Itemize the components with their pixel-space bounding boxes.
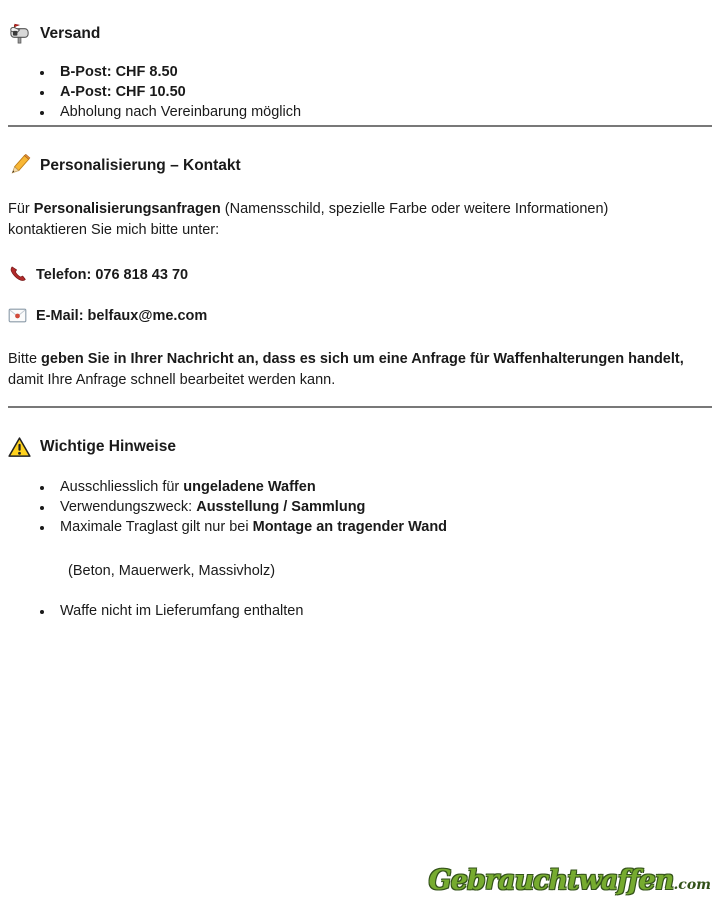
email-icon [8, 306, 27, 325]
email-contact-row [8, 306, 712, 325]
section-divider [8, 406, 712, 408]
list-item: • Maximale Traglast gilt nur bei Montage an tragender Wand [54, 520, 712, 536]
list-item: • B-Post: CHF 8.50 [54, 65, 712, 81]
personalisierung-title: Personalisierung – Kontakt [40, 156, 241, 174]
list-item: • Waffe nicht im Lieferumfang enthalten [54, 604, 712, 620]
phone-label: Telefon: 076 818 43 70 [36, 266, 189, 283]
list-item: • Verwendungszweck: Ausstellung / Sammlung [54, 500, 712, 516]
logo-text: Gebrauchtwaffen [428, 865, 674, 896]
hinweise-title: Wichtige Hinweise [40, 438, 176, 455]
list-item: • A-Post: CHF 10.50 [54, 85, 712, 101]
hinweise-final-bullet-list [8, 604, 712, 620]
email-label: E-Mail: belfaux@me.com [36, 307, 208, 324]
versand-bullet-list [8, 65, 712, 121]
warning-icon [8, 436, 31, 459]
hinweise-bullet-list [8, 480, 712, 536]
logo-suffix: .com [673, 877, 711, 893]
versand-title: Versand [40, 24, 101, 42]
gebrauchtwaffen-logo [429, 867, 711, 894]
hinweise-subnote: (Beton, Mauerwerk, Massivholz) [68, 563, 276, 579]
versand-heading [8, 22, 712, 45]
list-item: • Abholung nach Vereinbarung möglich [54, 105, 712, 121]
personalisierung-heading [8, 154, 712, 177]
hinweise-heading [8, 436, 712, 459]
list-item: • Ausschliesslich für ungeladene Waffen [54, 480, 712, 496]
personalisierung-intro: Für Personalisierungsanfragen (Namensschild, spezielle Farbe oder weitere Informationen) kontaktieren Sie mich bitte unter: [8, 201, 609, 238]
mailbox-icon [8, 22, 31, 45]
phone-contact-row [8, 265, 712, 284]
personalisierung-note: Bitte geben Sie in Ihrer Nachricht an, dass es sich um eine Anfrage für Waffenhalterungen handelt, damit Ihre Anfrage schnell bearbeitet werden kann. [8, 351, 684, 388]
pencil-icon [8, 154, 31, 177]
section-divider [8, 125, 712, 127]
phone-icon [8, 265, 27, 284]
